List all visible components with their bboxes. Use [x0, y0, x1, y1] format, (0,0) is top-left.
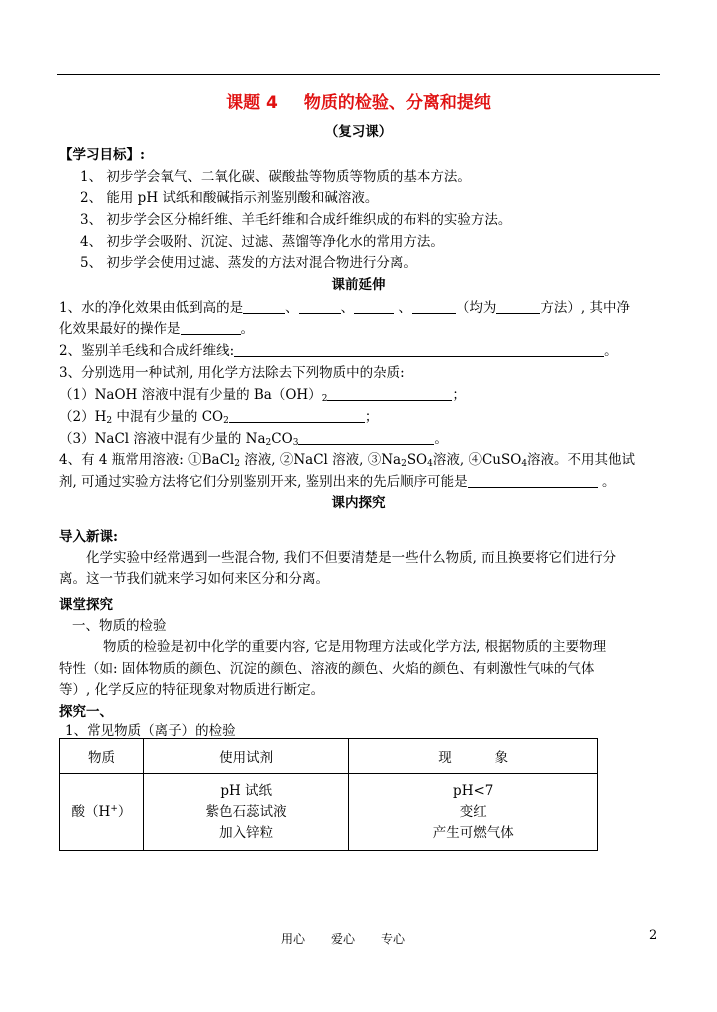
question-4-line2: 剂, 可通过实验方法将它们分别鉴别开来, 鉴别出来的先后顺序可能是 。	[59, 474, 616, 490]
section-heading: 一、物质的检验	[72, 618, 167, 634]
answer-blank[interactable]	[496, 299, 540, 314]
goal-item: 4、 初步学会吸附、沉淀、过滤、蒸馏等净化水的常用方法。	[80, 234, 444, 250]
footer-item: 专心	[381, 932, 406, 946]
paragraph-text: 等）, 化学反应的特征现象对物质进行断定。	[59, 682, 325, 698]
reagent-item: 紫色石蕊试液	[205, 803, 287, 820]
answer-blank[interactable]	[229, 408, 365, 423]
table-header-cell: 现 象	[349, 739, 598, 774]
table-header-cell: 物质	[60, 739, 144, 774]
reagent-item: pH 试纸	[220, 782, 273, 799]
paragraph-text: 物质的检验是初中化学的重要内容, 它是用物理方法或化学方法, 根据物质的主要物理	[103, 639, 607, 655]
detection-table	[59, 738, 598, 851]
phenomenon-item: 变红	[459, 803, 487, 820]
goals-heading: 【学习目标】:	[59, 147, 145, 163]
substance-cell: 酸（H+）	[60, 774, 144, 851]
intro-text: 离。这一节我们就来学习如何来区分和分离。	[59, 571, 329, 587]
goal-item: 1、 初步学会氧气、二氧化碳、碳酸盐等物质等物质的基本方法。	[80, 169, 471, 185]
goal-item: 3、 初步学会区分棉纤维、羊毛纤维和合成纤维织成的布料的实验方法。	[80, 212, 512, 228]
question-2: 2、鉴别羊毛线和合成纤维线: 。	[59, 343, 618, 359]
question-1: 1、水的净化效果由低到高的是 、 、 、 （均为 方法）, 其中净	[59, 300, 630, 316]
explore-1-heading: 探究一、	[59, 704, 113, 720]
header-rule	[57, 74, 660, 75]
phenomenon-item: 产生可燃气体	[432, 824, 514, 841]
goal-item: 2、 能用 pH 试纸和酸碱指示剂鉴别酸和碱溶液。	[80, 190, 379, 206]
table-caption: 1、常见物质（离子）的检验	[65, 723, 236, 739]
goal-item: 5、 初步学会使用过滤、蒸发的方法对混合物进行分离。	[80, 255, 417, 271]
answer-blank[interactable]	[468, 473, 598, 488]
page-number: 2	[649, 928, 658, 943]
page-subtitle: （复习课）	[324, 124, 393, 140]
answer-blank[interactable]	[181, 320, 241, 335]
question-4: 4、有 4 瓶常用溶液: ①BaCl$_2$ 溶液, ②NaCl 溶液, $③Na_2SO_4$溶液, ④CuSO$_4$溶液。不用其他试	[59, 452, 636, 469]
question-1-line2: 化效果最好的操作是 。	[59, 321, 254, 337]
question-3-3: （3）NaCl 溶液中混有少量的 $Na_2CO_3$ 。	[59, 431, 448, 448]
table-header-cell: 使用试剂	[143, 739, 349, 774]
answer-blank[interactable]	[243, 299, 285, 314]
question-3: 3、分别选用一种试剂, 用化学方法除去下列物质中的杂质:	[59, 365, 405, 381]
pre-class-heading: 课前延伸	[331, 277, 386, 293]
answer-blank[interactable]	[299, 299, 341, 314]
page-title: 课题 4 物质的检验、分离和提纯	[226, 93, 491, 113]
intro-text: 化学实验中经常遇到一些混合物, 我们不但要清楚是一些什么物质, 而且换要将它们进行分	[86, 550, 617, 566]
intro-heading: 导入新课:	[59, 529, 118, 545]
footer-item: 用心	[281, 932, 306, 946]
answer-blank[interactable]	[327, 386, 452, 401]
question-3-2: $(2)H_2$ 中混有少量的 $CO_2$ ；	[59, 409, 379, 426]
footer-item: 爱心	[331, 932, 356, 946]
answer-blank[interactable]	[234, 342, 604, 357]
in-class-heading: 课内探究	[331, 495, 386, 511]
question-3-1: （1）NaOH 溶液中混有少量的 $Ba(OH)_2$ ；	[59, 387, 466, 404]
answer-blank[interactable]	[354, 299, 394, 314]
answer-blank[interactable]	[412, 299, 456, 314]
reagents-cell	[143, 774, 349, 851]
answer-blank[interactable]	[298, 430, 434, 445]
phenomenon-item: pH<7	[453, 782, 494, 799]
reagent-item: 加入锌粒	[219, 824, 274, 841]
paragraph-text: 特性（如: 固体物质的颜色、沉淀的颜色、溶液的颜色、火焰的颜色、有刺激性气味的气体	[59, 661, 595, 677]
table-header-row	[60, 739, 598, 774]
explore-heading: 课堂探究	[59, 597, 113, 613]
phenomena-cell	[349, 774, 598, 851]
table-row	[60, 774, 598, 851]
page-footer	[281, 930, 431, 947]
